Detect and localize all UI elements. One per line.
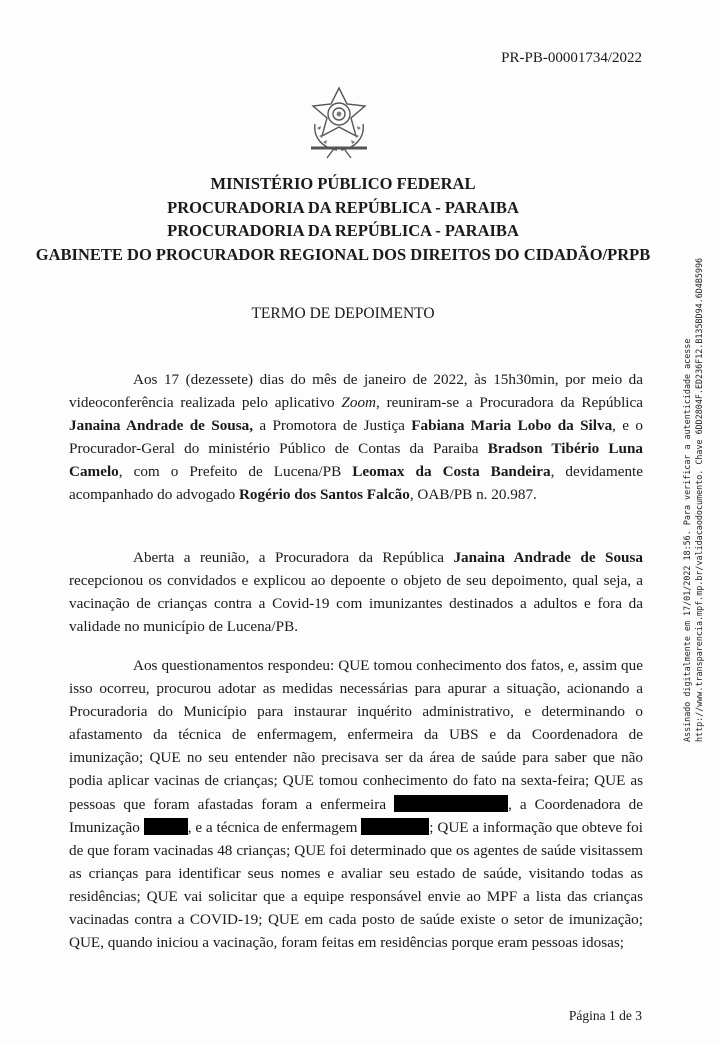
redaction-block xyxy=(144,818,188,835)
person-name: Janaina Andrade de Sousa, xyxy=(69,417,254,435)
person-name: Leomax da Costa Bandeira xyxy=(352,463,551,481)
person-name: Rogério dos Santos Falcão xyxy=(238,486,410,504)
text-segment: , a Coordenadora de Imunização xyxy=(69,795,644,836)
text-segment: ; QUE a informação que obteve foi de que foram vacinadas 48 crianças; QUE foi determinado que os agentes de saúde visitassem as crianças para identificar seus nomes e avaliar seu estado de saúde, visitando todas as residências; QUE vai solicitar que a equipe responsável envie ao MPF a lista das crianças vacinadas contra a COVID-19; QUE em cada posto de saúde existe o setor de imunização; QUE, quando iniciou a vacinação, foram feitas em residências porque eram pessoas idosas; xyxy=(69,818,643,952)
page-number: Página 1 de 3 xyxy=(568,1008,642,1023)
coat-of-arms-icon xyxy=(303,84,375,160)
paragraph-opening xyxy=(69,368,643,507)
header-line-procuradoria: PROCURADORIA DA REPÚBLICA - PARAIBA xyxy=(167,197,519,217)
text-segment: Aos 17 (dezessete) dias do mês de janeiro de 2022, às 15h30min, por meio da videoconferência realizada pelo aplicativo xyxy=(69,371,643,412)
text-segment: , devidamente acompanhado do advogado xyxy=(69,463,643,504)
paragraph-testimony xyxy=(69,654,643,954)
text-segment: a Promotora de Justiça xyxy=(253,417,412,435)
header-line-procuradoria-repeat: PROCURADORIA DA REPÚBLICA - PARAIBA xyxy=(167,221,519,240)
redaction-block xyxy=(361,818,429,835)
app-name: Zoom xyxy=(341,394,377,412)
person-name: Janaina Andrade de Sousa xyxy=(453,549,644,566)
text-segment: Aberta a reunião, a Procuradora da República xyxy=(133,549,454,566)
signature-verification-url: http://www.transparencia.mpf.mp.br/validacaodocumento. Chave 6DD2804F.ED236F12.B135BD94.6D4B5996 xyxy=(694,257,704,742)
text-segment: recepcionou os convidados e explicou ao depoente o objeto de seu depoimento, qual seja, a vacinação de crianças contra a Covid-19 com imunizantes destinados a adultos e fora da validade no município de Lucena/PB. xyxy=(69,572,643,636)
signature-line: Assinado digitalmente em 17/01/2022 18:56. Para verificar a autenticidade acesse xyxy=(682,338,692,742)
person-name: Fabiana Maria Lobo da Silva xyxy=(411,417,613,435)
text-segment: , e a técnica de enfermagem xyxy=(187,818,362,836)
text-segment: , reuniram-se a Procuradora da República xyxy=(376,394,643,412)
text-segment: , e o Procurador-Geral do ministério Público de Contas da Paraiba xyxy=(69,417,643,458)
paragraph-meeting-opened xyxy=(69,546,643,638)
header-line-gabinete: GABINETE DO PROCURADOR REGIONAL DOS DIREITOS DO CIDADÃO/PRPB xyxy=(35,244,651,264)
institution-header xyxy=(0,172,686,266)
text-segment: Aos questionamentos respondeu: QUE tomou conhecimento dos fatos, e, assim que isso ocorreu, procurou adotar as medidas necessárias para apurar a situação, acionando a Procuradoria do Município para instaurar inquérito administrativo, e determinando o afastamento da técnica de enfermagem, enfermeira da UBS e da Coordenadora de imunização; QUE no seu entender não precisava ser da área de saúde para saber que não podia aplicar vacinas de crianças; QUE tomou conhecimento do fato na sexta-feira; QUE as pessoas que foram afastadas foram a enfermeira xyxy=(69,657,643,813)
text-segment: , com o Prefeito de Lucena/PB xyxy=(118,463,353,481)
document-id: PR-PB-00001734/2022 xyxy=(501,50,642,66)
person-name: Bradson Tibério Luna Camelo xyxy=(69,440,643,481)
text-segment: , OAB/PB n. 20.987. xyxy=(409,486,537,504)
redaction-block xyxy=(394,795,508,812)
document-title: TERMO DE DEPOIMENTO xyxy=(251,305,435,322)
header-line-ministry: MINISTÉRIO PÚBLICO FEDERAL xyxy=(210,174,476,193)
